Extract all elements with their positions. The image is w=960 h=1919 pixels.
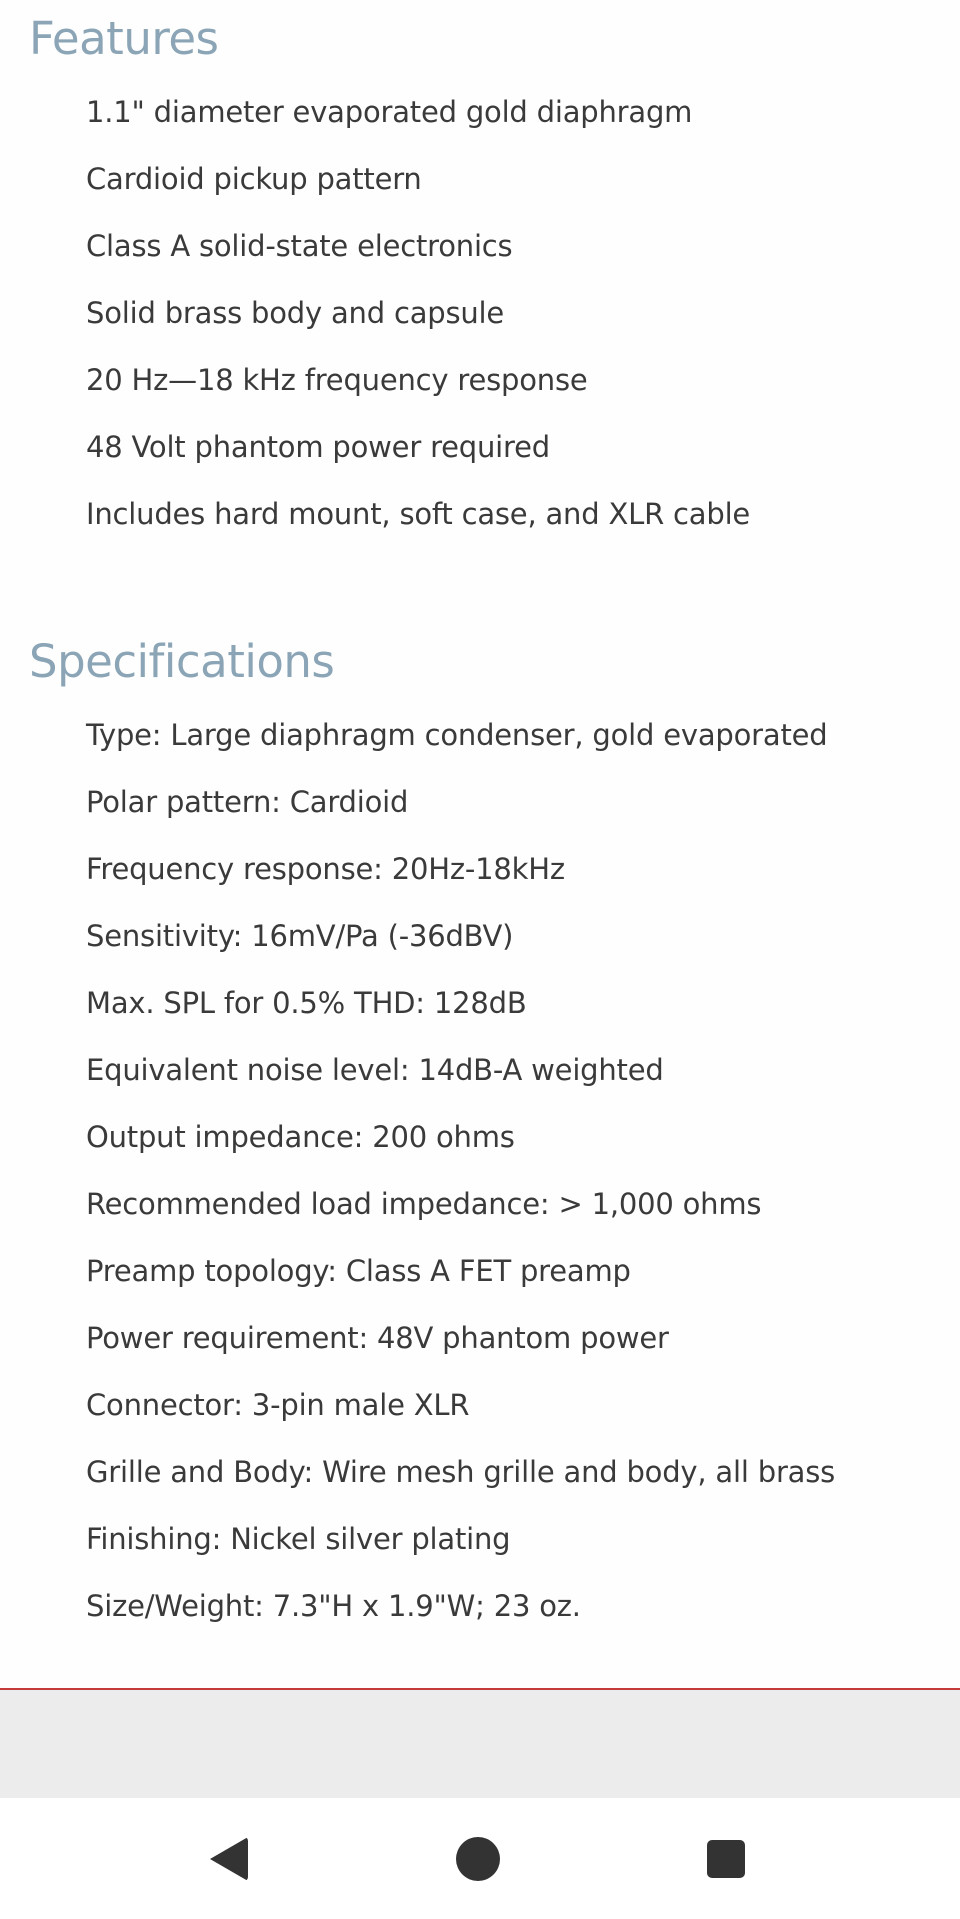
spec-item: Finishing: Nickel silver plating	[86, 1522, 511, 1556]
spec-item: Size/Weight: 7.3"H x 1.9"W; 23 oz.	[86, 1589, 581, 1623]
spec-item: Recommended load impedance: > 1,000 ohms	[86, 1187, 762, 1221]
back-triangle-icon	[210, 1837, 248, 1881]
spec-item: Max. SPL for 0.5% THD: 128dB	[86, 986, 527, 1020]
spec-item: Polar pattern: Cardioid	[86, 785, 409, 819]
spec-item: Connector: 3-pin male XLR	[86, 1388, 470, 1422]
spec-item: Type: Large diaphragm condenser, gold evaporated	[86, 718, 828, 752]
home-circle-icon	[456, 1837, 500, 1881]
spec-item: Sensitivity: 16mV/Pa (-36dBV)	[86, 919, 514, 953]
specifications-heading: Specifications	[29, 635, 335, 688]
features-heading: Features	[29, 12, 219, 65]
spec-item: Preamp topology: Class A FET preamp	[86, 1254, 631, 1288]
spec-item: Equivalent noise level: 14dB-A weighted	[86, 1053, 664, 1087]
feature-item: Cardioid pickup pattern	[86, 162, 422, 196]
feature-item: 48 Volt phantom power required	[86, 430, 550, 464]
recents-square-icon	[707, 1840, 745, 1878]
recents-button[interactable]	[666, 1798, 786, 1919]
spec-item: Power requirement: 48V phantom power	[86, 1321, 669, 1355]
feature-item: 20 Hz—18 kHz frequency response	[86, 363, 588, 397]
system-navigation-bar	[0, 1798, 960, 1919]
spec-item: Output impedance: 200 ohms	[86, 1120, 515, 1154]
feature-item: Class A solid-state electronics	[86, 229, 513, 263]
back-button[interactable]	[172, 1798, 292, 1919]
home-button[interactable]	[418, 1798, 538, 1919]
features-list	[86, 86, 946, 555]
spec-item: Grille and Body: Wire mesh grille and body, all brass	[86, 1455, 836, 1489]
feature-item: 1.1" diameter evaporated gold diaphragm	[86, 95, 693, 129]
specifications-list	[86, 709, 946, 1647]
spec-item: Frequency response: 20Hz-18kHz	[86, 852, 565, 886]
feature-item: Solid brass body and capsule	[86, 296, 505, 330]
feature-item: Includes hard mount, soft case, and XLR cable	[86, 497, 751, 531]
footer-area	[0, 1690, 960, 1798]
